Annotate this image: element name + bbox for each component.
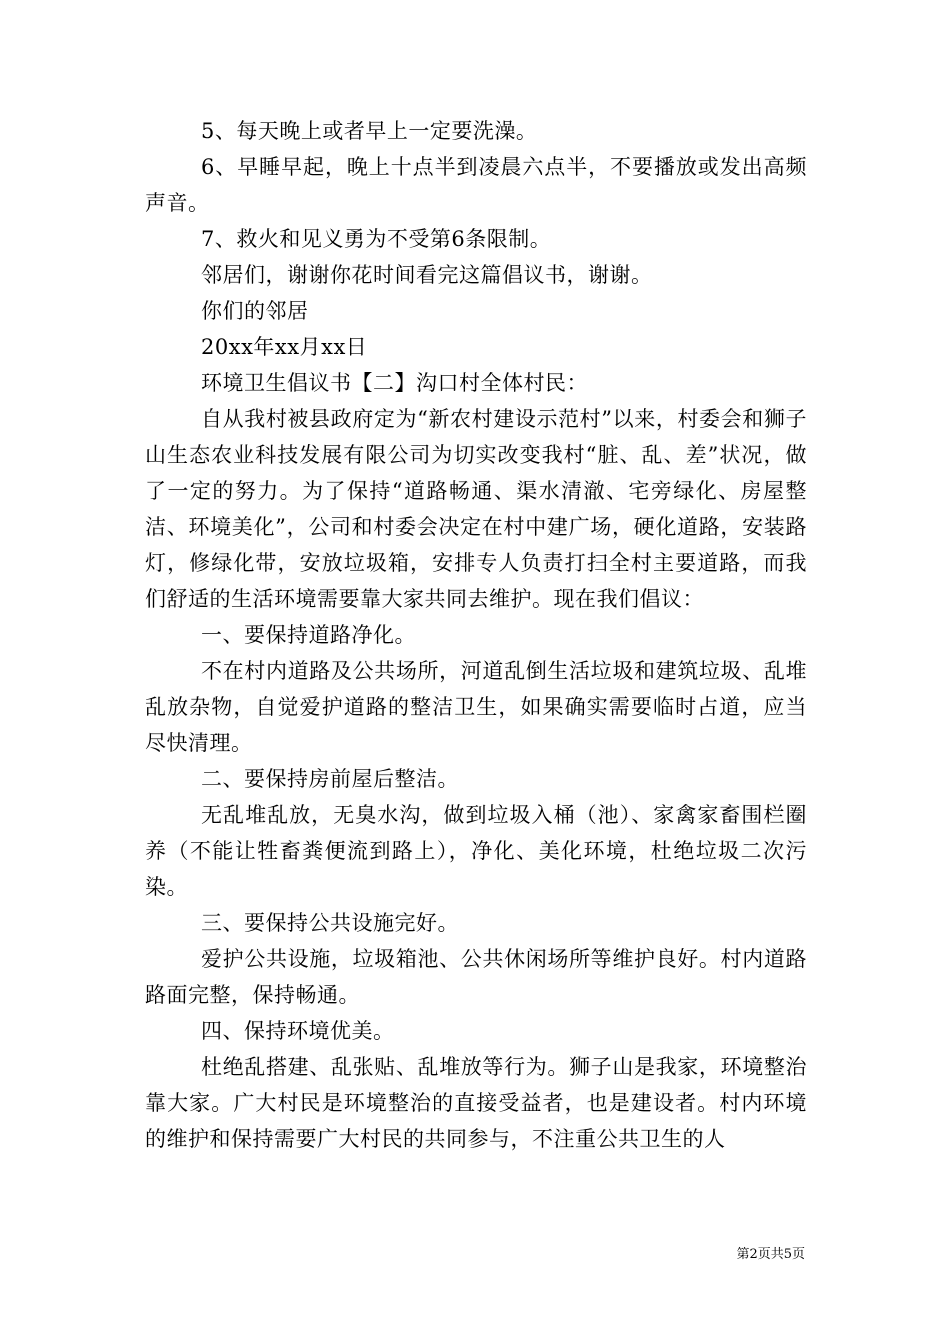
paragraph: 无乱堆乱放，无臭水沟，做到垃圾入桶（池）、家禽家畜围栏圈养（不能让牲畜粪便流到路上），净化、美化环境，杜绝垃圾二次污染。 bbox=[145, 803, 807, 899]
paragraph: 邻居们，谢谢你花时间看完这篇倡议书，谢谢。 bbox=[201, 263, 653, 287]
signature-line: 你们的邻居 bbox=[201, 299, 309, 323]
list-heading: 三、要保持公共设施完好。 bbox=[201, 911, 459, 935]
paragraph: 5、每天晚上或者早上一定要洗澡。 bbox=[201, 119, 538, 143]
date-line: 20xx年xx月xx日 bbox=[201, 335, 368, 359]
paragraph: 自从我村被县政府定为“新农村建设示范村”以来，村委会和狮子山生态农业科技发展有限公司为切实改变我村“脏、乱、差”状况，做了一定的努力。为了保持“道路畅通、渠水清澈、宅旁绿化、房屋整洁、环境美化”，公司和村委会决定在村中建广场，硬化道路，安装路灯，修绿化带，安放垃圾箱，安排专人负责打扫全村主要道路，而我们舒适的生活环境需要靠大家共同去维护。现在我们倡议： bbox=[145, 407, 807, 611]
paragraph: 不在村内道路及公共场所，河道乱倒生活垃圾和建筑垃圾、乱堆乱放杂物，自觉爱护道路的整洁卫生，如果确实需要临时占道，应当尽快清理。 bbox=[145, 659, 807, 755]
page-number: 第2页共5页 bbox=[736, 1247, 805, 1262]
list-heading: 一、要保持道路净化。 bbox=[201, 623, 416, 647]
list-heading: 二、要保持房前屋后整洁。 bbox=[201, 767, 459, 791]
paragraph: 6、早睡早起，晚上十点半到凌晨六点半，不要播放或发出高频声音。 bbox=[145, 155, 807, 215]
paragraph: 7、救火和见义勇为不受第6条限制。 bbox=[201, 227, 552, 251]
section-heading: 环境卫生倡议书【二】沟口村全体村民： bbox=[201, 371, 588, 395]
paragraph: 杜绝乱搭建、乱张贴、乱堆放等行为。狮子山是我家，环境整治靠大家。广大村民是环境整治的直接受益者，也是建设者。村内环境的维护和保持需要广大村民的共同参与，不注重公共卫生的人 bbox=[145, 1055, 807, 1151]
list-heading: 四、保持环境优美。 bbox=[201, 1019, 395, 1043]
document-body bbox=[145, 113, 807, 1157]
paragraph: 爱护公共设施，垃圾箱池、公共休闲场所等维护良好。村内道路路面完整，保持畅通。 bbox=[145, 947, 807, 1007]
